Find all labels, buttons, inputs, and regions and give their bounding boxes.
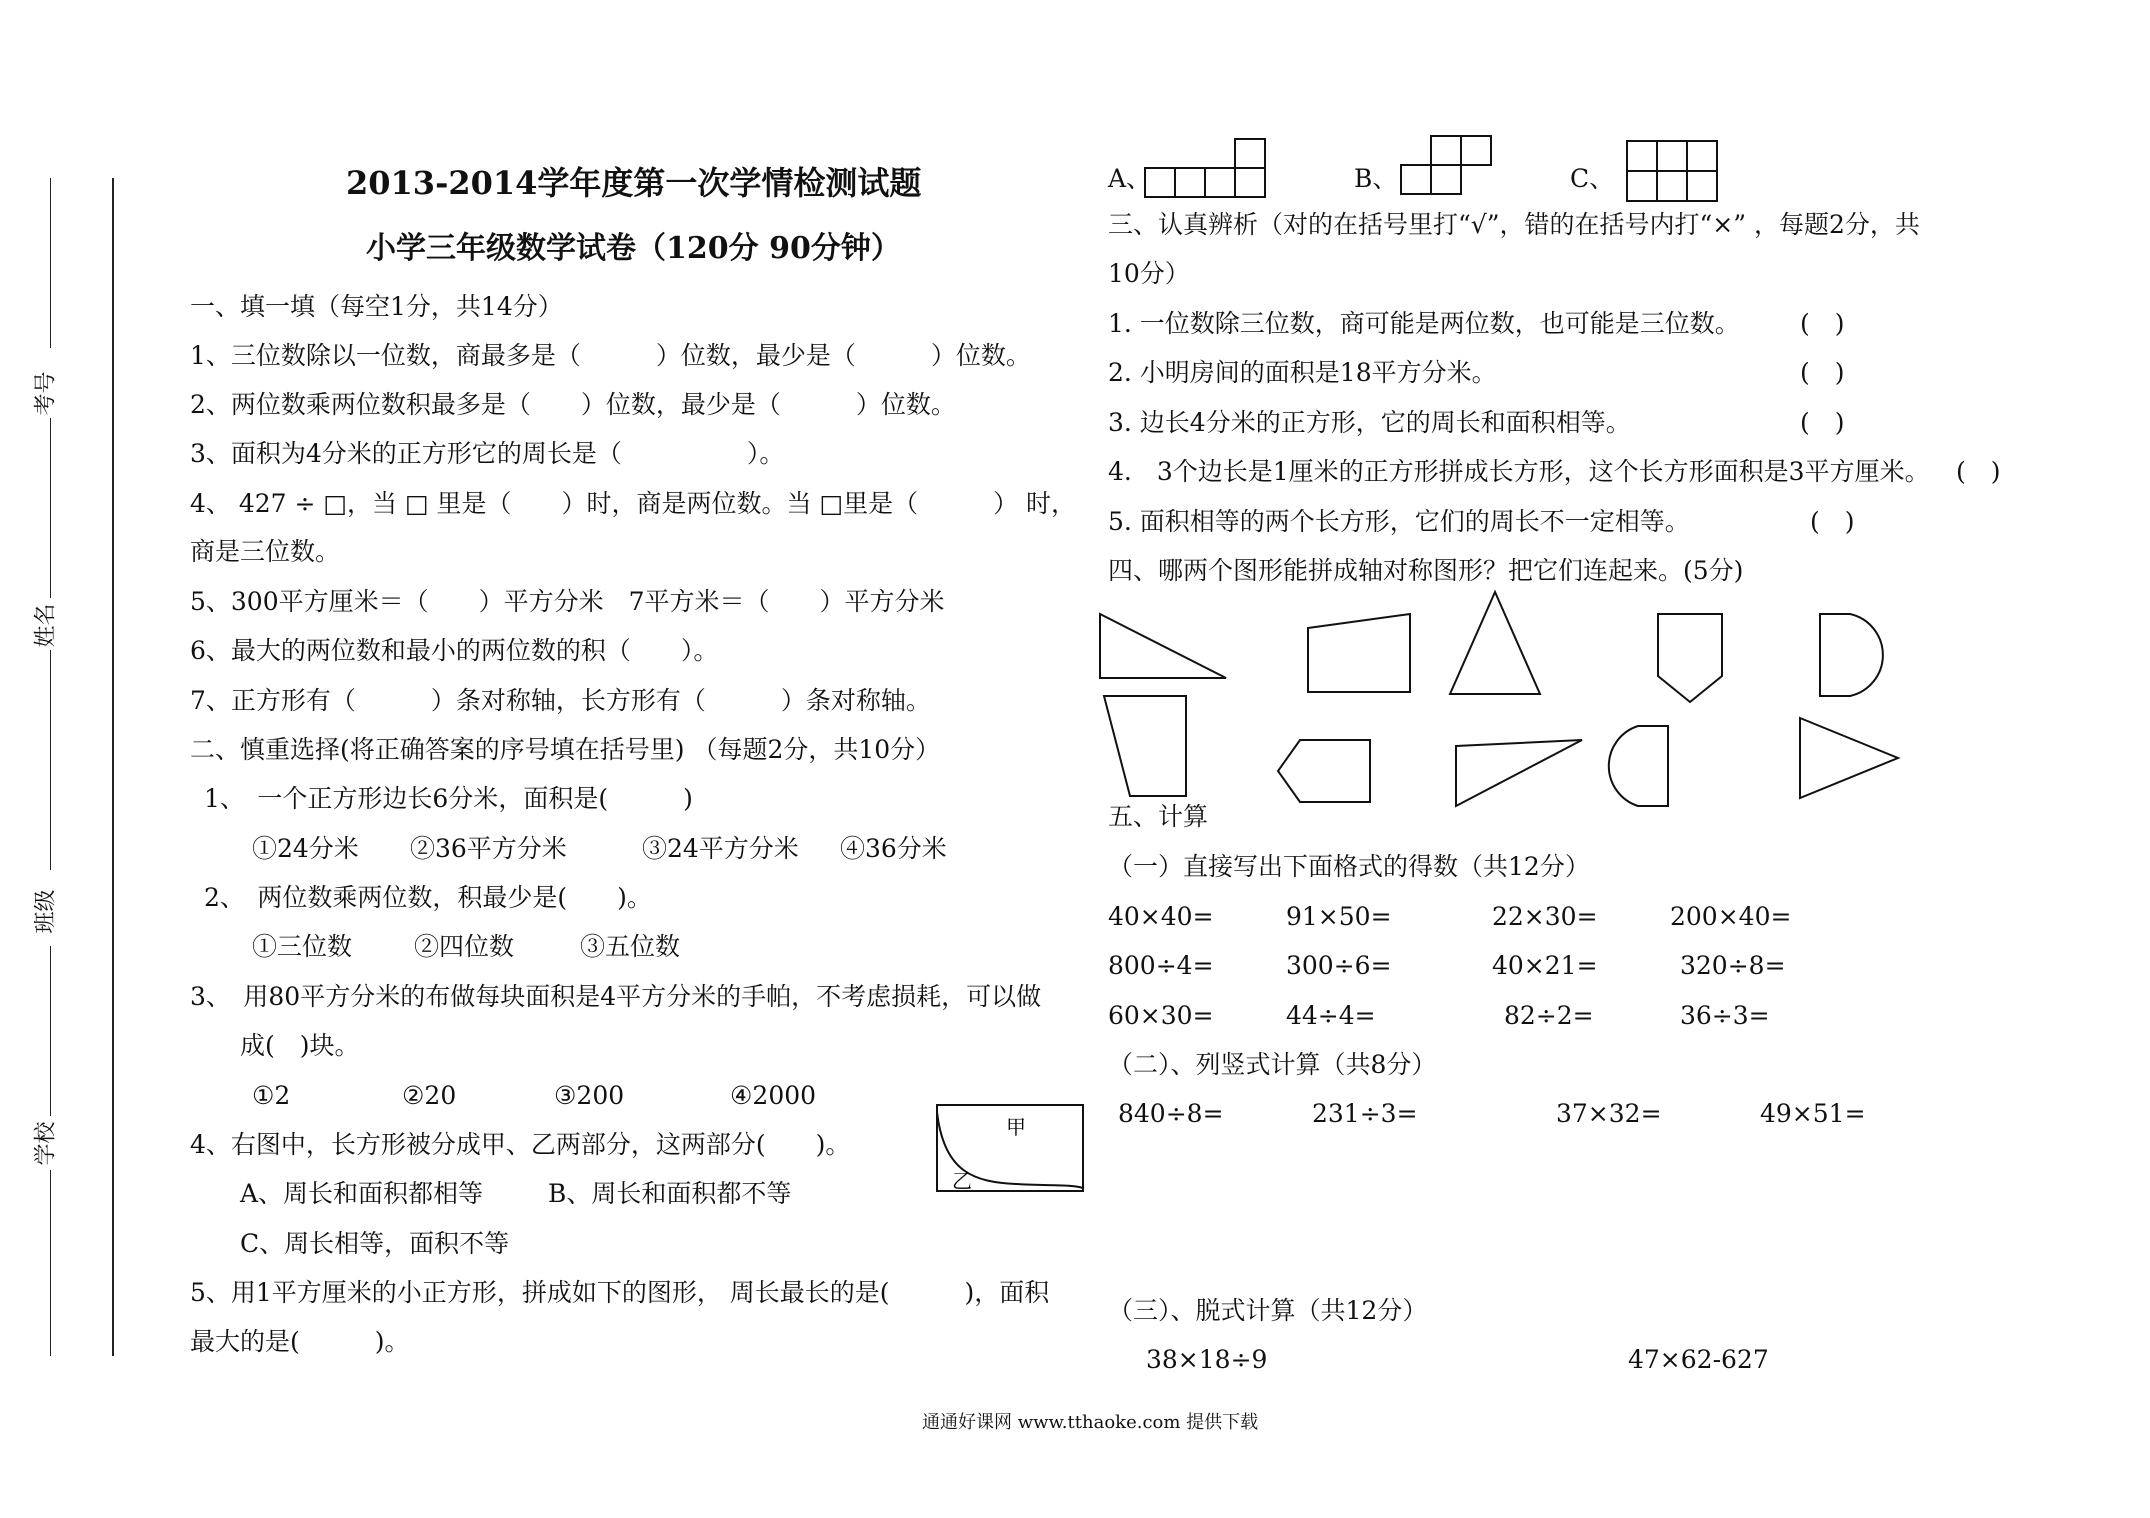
section4-heading: 四、哪两个图形能拼成轴对称图形？把它们连起来。(5分) (1108, 556, 1744, 585)
section2-q3-option-1: ①2 (252, 1081, 291, 1110)
section3-item-5-mark: ( ) (1810, 507, 1855, 536)
calc-r1-c1: 40×40= (1108, 902, 1214, 931)
margin-bottom-line (50, 1170, 51, 1356)
section5-part2-heading: （二）、列竖式计算（共8分） (1108, 1050, 1437, 1079)
section3-heading-line2: 10分） (1108, 259, 1190, 288)
section2-q2-option-2: ②四位数 (414, 932, 515, 961)
calc-r2-c2: 300÷6= (1286, 951, 1392, 980)
section2-q2-option-3: ③五位数 (580, 932, 681, 961)
section5-heading: 五、计算 (1108, 802, 1209, 831)
section3-item-1-mark: ( ) (1800, 309, 1845, 338)
exam-number-label: 考号 (33, 371, 59, 416)
section2-q4: 4、右图中，长方形被分成甲、乙两部分，这两部分( )。 (190, 1130, 851, 1159)
name-underline (50, 418, 51, 598)
calc-r3-c2: 44÷4= (1286, 1001, 1376, 1030)
section5-part1-heading: （一）直接写出下面格式的得数（共12分） (1108, 852, 1590, 881)
calc-r1-c3: 22×30= (1492, 902, 1598, 931)
section2-q1: 1、 一个正方形边长6分米，面积是( ) (204, 784, 693, 813)
footer-credit: 通通好课网 www.tthaoke.com 提供下载 (922, 1412, 1259, 1433)
section2-q4-option-c: C、周长相等，面积不等 (240, 1229, 510, 1258)
section2-q3-option-4: ④2000 (730, 1081, 817, 1110)
figure-choice-a-label: A、 (1108, 164, 1152, 193)
symmetry-shapes (1090, 590, 1910, 816)
section2-q2-option-1: ①三位数 (252, 932, 353, 961)
half-circle-reverse-shape (1609, 726, 1668, 806)
class-label: 班级 (33, 889, 59, 934)
section1-q1: 1、三位数除以一位数，商最多是（ ）位数，最少是（ ）位数。 (190, 341, 1031, 370)
arrow-triangle-shape (1800, 718, 1898, 798)
trapezoid-shape-1 (1308, 614, 1410, 692)
section2-q1-option-1: ①24分米 (252, 834, 359, 863)
calc-r2-c1: 800÷4= (1108, 951, 1214, 980)
section3-item-4: 4. 3个边长是1厘米的正方形拼成长方形，这个长方形面积是3平方厘米。 (1108, 457, 1930, 486)
obtuse-triangle-shape (1456, 740, 1582, 806)
section2-q1-option-4: ④36分米 (840, 834, 947, 863)
school-label: 学校 (33, 1121, 59, 1166)
section1-q2: 2、两位数乘两位数积最多是（ ）位数，最少是（ ）位数。 (190, 390, 956, 419)
section3-item-2: 2. 小明房间的面积是18平方分米。 (1108, 358, 1497, 387)
step-calc-2: 47×62-627 (1628, 1345, 1769, 1374)
calc-r1-c4: 200×40= (1670, 902, 1792, 931)
vertical-calc-4: 49×51= (1760, 1099, 1866, 1128)
trapezoid-shape-2 (1104, 696, 1186, 796)
region-label-jia: 甲 (1006, 1115, 1026, 1139)
vertical-calc-2: 231÷3= (1312, 1099, 1418, 1128)
page-title: 2013-2014学年度第一次学情检测试题 (346, 164, 922, 202)
section3-item-4-mark: ( ) (1956, 457, 2001, 486)
calc-r3-c3: 82÷2= (1504, 1001, 1594, 1030)
section2-q5-line2: 最大的是( )。 (190, 1327, 410, 1356)
section2-q3-line2: 成( )块。 (240, 1031, 360, 1060)
section2-q3-option-3: ③200 (554, 1081, 625, 1110)
section2-q3-line1: 3、 用80平方分米的布做每块面积是4平方分米的手帕，不考虑损耗，可以做 (190, 982, 1042, 1011)
section2-q3-option-2: ②20 (402, 1081, 457, 1110)
vertical-calc-1: 840÷8= (1118, 1099, 1224, 1128)
section3-heading-line1: 三、认真辨析（对的在括号里打“√”，错的在括号内打“×” ，每题2分，共 (1108, 210, 1920, 239)
figure-choice-a (1144, 138, 1268, 198)
section2-q1-option-2: ②36平方分米 (410, 834, 567, 863)
section1-q5: 5、300平方厘米＝（ ）平方分米 7平方米＝（ ）平方分米 (190, 587, 945, 616)
half-circle-d-shape (1820, 614, 1883, 696)
step-calc-1: 38×18÷9 (1146, 1345, 1268, 1374)
section2-heading: 二、慎重选择(将正确答案的序号填在括号里) （每题2分，共10分） (190, 735, 941, 764)
section3-item-2-mark: ( ) (1800, 358, 1845, 387)
section1-heading: 一、填一填（每空1分，共14分） (190, 292, 563, 321)
section2-q4-option-b: B、周长和面积都不等 (548, 1179, 792, 1208)
section3-item-1: 1. 一位数除三位数，商可能是两位数，也可能是三位数。 (1108, 309, 1740, 338)
section3-item-3-mark: ( ) (1800, 408, 1845, 437)
figure-choice-c-label: C、 (1570, 164, 1615, 193)
section3-item-3: 3. 边长4分米的正方形，它的周长和面积相等。 (1108, 408, 1631, 437)
section1-q4-line1: 4、 427 ÷ □，当 □ 里是（ ）时，商是两位数。当 □里是（ ） 时， (190, 489, 1077, 518)
calc-r2-c3: 40×21= (1492, 951, 1598, 980)
binding-line (112, 178, 114, 1356)
school-underline (50, 946, 51, 1116)
calc-r3-c4: 36÷3= (1680, 1001, 1770, 1030)
section1-q4-line2: 商是三位数。 (190, 537, 341, 566)
figure-choice-c (1626, 140, 1720, 204)
calc-r3-c1: 60×30= (1108, 1001, 1214, 1030)
section2-q2: 2、 两位数乘两位数，积最少是( )。 (204, 883, 652, 912)
calc-r2-c4: 320÷8= (1680, 951, 1786, 980)
section1-q6: 6、最大的两位数和最小的两位数的积（ ）。 (190, 636, 719, 665)
figure-choice-b-label: B、 (1354, 164, 1398, 193)
shield-pentagon-shape (1658, 614, 1722, 702)
figure-choice-b (1400, 134, 1496, 196)
section2-q5-line1: 5、用1平方厘米的小正方形，拼成如下的图形， 周长最长的是( )，面积 (190, 1278, 1050, 1307)
section3-item-5: 5. 面积相等的两个长方形，它们的周长不一定相等。 (1108, 507, 1690, 536)
page-subtitle: 小学三年级数学试卷（120分 90分钟） (366, 231, 901, 266)
vertical-calc-3: 37×32= (1556, 1099, 1662, 1128)
class-underline (50, 650, 51, 870)
isosceles-triangle-shape (1450, 592, 1540, 694)
section5-part3-heading: （三）、脱式计算（共12分） (1108, 1296, 1428, 1325)
pentagon-tag-shape (1278, 740, 1370, 802)
section2-q1-option-3: ③24平方分米 (642, 834, 799, 863)
name-label: 姓名 (33, 603, 59, 648)
section1-q3: 3、面积为4分米的正方形它的周长是（ ）。 (190, 439, 785, 468)
region-label-yi: 乙 (952, 1169, 972, 1193)
right-triangle-shape (1100, 614, 1226, 678)
section1-q7: 7、正方形有（ ）条对称轴，长方形有（ ）条对称轴。 (190, 686, 931, 715)
calc-r1-c2: 91×50= (1286, 902, 1392, 931)
exam-number-underline (50, 178, 51, 348)
section2-q4-option-a: A、周长和面积都相等 (240, 1179, 484, 1208)
split-rectangle-figure (936, 1104, 1084, 1192)
